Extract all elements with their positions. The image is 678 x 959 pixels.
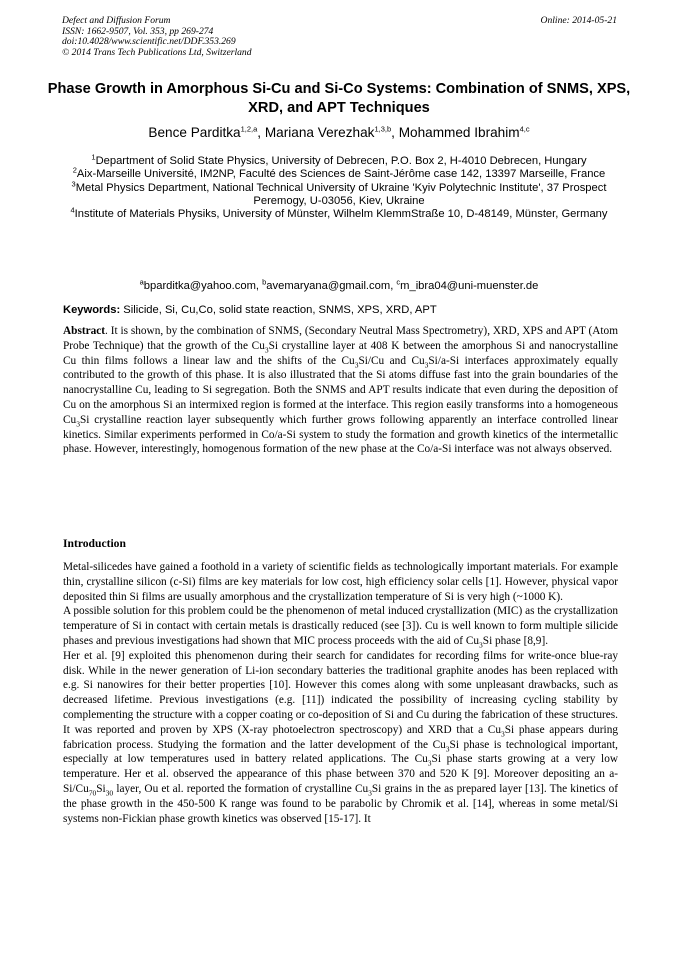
paragraph: A possible solution for this problem could be the phenomenon of metal induced crystallization (MIC) as the crystallization temperature of Si in contact with certain metals is drastically reduced (see [3]). Cu is well known to form multiple silicide phases and previous investigations had shown that MIC process proceeds with the aid of $Cu_3Si$ phase [8,9]. <box>63 605 618 650</box>
doi-line: doi:10.4028/www.scientific.net/DDF.353.269 <box>62 36 236 48</box>
journal-name: Defect and Diffusion Forum <box>62 15 171 26</box>
author-name: Mohammed Ibrahim <box>398 125 520 140</box>
email-address[interactable]: avemaryana@gmail.com <box>266 280 391 292</box>
author-affiliation-marker: 4,c <box>519 124 530 134</box>
journal-header <box>62 16 252 58</box>
email-address[interactable]: m_ibra04@uni-muenster.de <box>400 280 539 292</box>
affiliation: $^4$Institute of Materials Physiks, University of Münster, Wilhelm KlemmStraße 10, D-48149, Münster, Germany <box>70 205 608 221</box>
author-list: Bence Parditka$^{1,2,a}$, Mariana Verezhak$^{1,3,b}$, Mohammed Ibrahim$^{4,c}$ <box>148 124 530 140</box>
paper-title: Phase Growth in Amorphous Si-Cu and Si-Co Systems: Combination of SNMS, XPS, XRD, and APT Techniques <box>47 81 631 116</box>
affiliation: $^1$Department of Solid State Physics, University of Debrecen, P.O. Box 2, H-4010 Debrecen, Hungary <box>91 152 587 167</box>
online-date: Online: 2014-05-21 <box>540 15 617 26</box>
introduction-body <box>63 560 618 826</box>
author-affiliation-marker: 1,2,a <box>240 124 258 134</box>
affiliation-list <box>56 152 622 221</box>
abstract: Abstract. It is shown, by the combination of SNMS, (Secondary Neutral Mass Spectrometry), XRD, XPS and APT (Atom Probe Technique) that the growth of the $Cu_3Si$ crystalline layer at 408 K between the amorphous Si and nanocrystalline Cu thin films follows a linear law and the shifts of the $Cu_3Si/Cu$ and $Cu_3Si/a-Si$ interfaces approximately equally contributed to the growth of this phase. It is also illustrated that the Si atoms diffuse fast into the grain boundaries of the nanocrystalline Cu, leading to Si segregation. Both the SNMS and APT results indicate that even during the deposition of Cu on the amorphous Si an intermixed region is formed at the interface. This region easily transforms into a homogeneous $Cu_3Si$ crystalline reaction layer subsequently which further grows following apparently an interface controlled linear kinetics. Similar experiments performed in Co/a-Si system to study the formation and growth kinetics of the intermetallic phase. However, interestingly, homogenous formation of the new phase at the Co/a-Si interface was not always observed. <box>63 325 618 456</box>
author-affiliation-marker: 1,3,b <box>374 124 392 134</box>
email-list: $^a$bparditka@yahoo.com, $^b$avemaryana@gmail.com, $^c$m_ibra04@uni-muenster.de <box>139 277 539 292</box>
issn-line: ISSN: 1662-9507, Vol. 353, pp 269-274 <box>62 25 214 37</box>
copyright-line: © 2014 Trans Tech Publications Ltd, Switzerland <box>62 46 252 58</box>
email-address[interactable]: bparditka@yahoo.com <box>143 280 256 292</box>
keywords-text: Silicide, Si, Cu,Co, solid state reaction, SNMS, XPS, XRD, APT <box>120 304 437 316</box>
paragraph: Her et al. [9] exploited this phenomenon during their search for candidates for recording films for write-once blue-ray disk. While in the newer generation of Li-ion secondary batteries the traditional graphite anodes has been replaced with e.g. Si nanowires for their better properties [10]. However this comes along with some unpleasant drawbacks, such as decreased lifetime. Previous investigations (e.g. [11]) indicated the possibility of increasing cycling stability by complementing the structure with a copper coating or co-deposition of Si and Cu during the fabrication of these structures. It was reported and proven by XPS (X-ray photoelectron spectroscopy) and XRD that a $Cu_3Si$ phase appears during fabrication process. Studying the formation and the latter development of the $Cu_3Si$ phase is technological important, especially at low temperatures used in battery related applications. The $Cu_3Si$ phase starts growing at a very low temperature. Her et al. observed the appearance of this phase between 370 and 520 K [9]. Moreover depositing an $a-Si/Cu_{70}Si_{30}$ layer, Ou et al. reported the formation of crystalline $Cu_3Si$ grains in the as prepared layer [13]. The kinetics of the phase growth in the 450-500 K range was found to be parabolic by Chromik et al. [14], whereas in some metal/Si systems non-Fickian phase growth kinetics was observed [15-17]. It <box>63 649 618 825</box>
abstract-label: Abstract <box>63 325 106 337</box>
author-name: Bence Parditka <box>148 125 241 140</box>
author-name: Mariana Verezhak <box>264 125 375 140</box>
paragraph: Metal-silicedes have gained a foothold in a variety of scientific fields as technologically important materials. For example thin, crystalline silicon (c-Si) films are key materials for low cost, high efficiency solar cells [1]. However, physical vapor deposited thin Si films are usually amorphous and the crystallization temperature of Si is very high (~1000 K). <box>63 561 618 603</box>
affiliation: $^2$Aix-Marseille Université, IM2NP, Faculté des Sciences de Saint-Jérôme case 142, 13397 Marseille, France <box>72 165 606 181</box>
keywords-label: Keywords: <box>63 304 121 316</box>
keywords-line <box>63 303 618 317</box>
section-heading: Introduction <box>63 537 126 550</box>
affiliation: $^3$Metal Physics Department, National Technical University of Ukraine 'Kyiv Polytechnic Institute', 37 Prospect Peremogy, U-03056, Kiev, Ukraine <box>71 178 607 207</box>
